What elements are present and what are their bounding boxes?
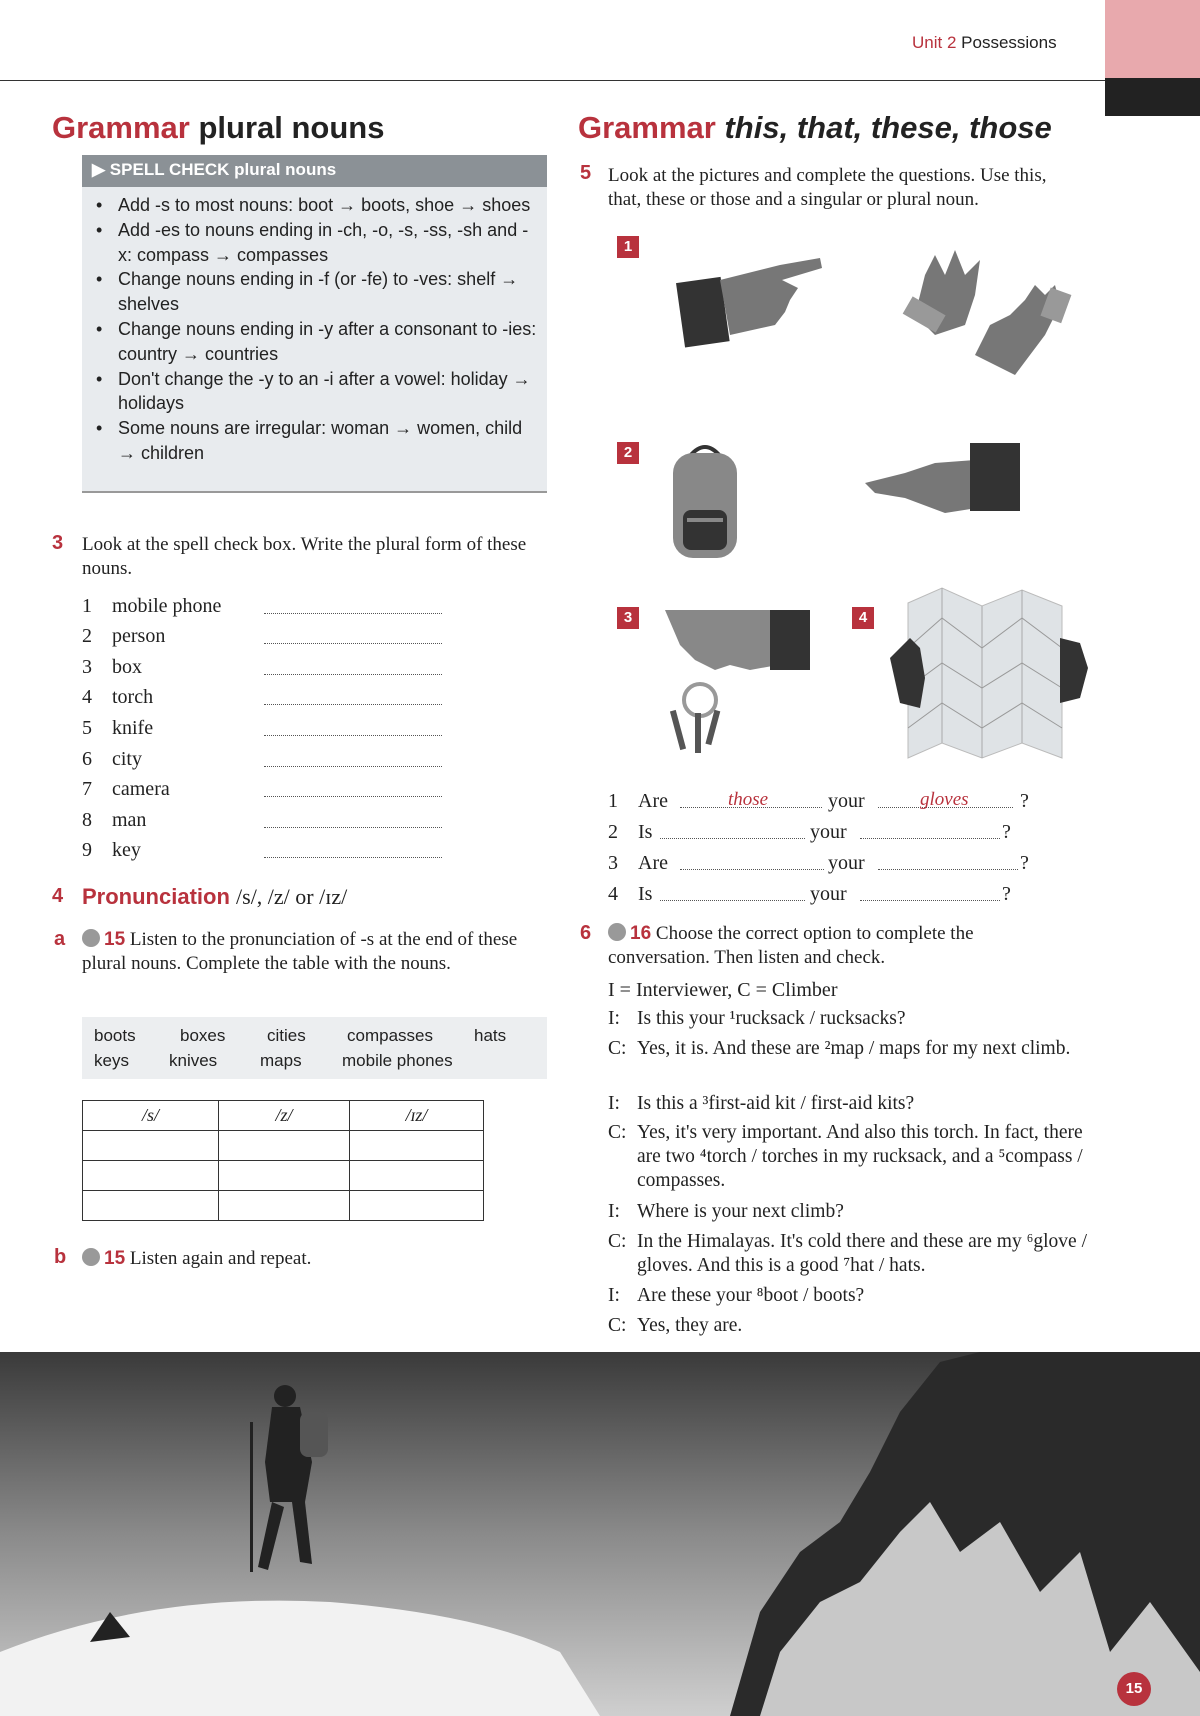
item-word: key <box>112 839 141 861</box>
speaker: C: <box>608 1315 627 1336</box>
page-number: 15 <box>1117 1672 1151 1706</box>
audio-track-number: 15 <box>104 929 126 950</box>
answer-line[interactable] <box>264 796 442 797</box>
answer-line[interactable] <box>860 821 1000 839</box>
question-verb: Is <box>638 821 653 843</box>
answer-line[interactable] <box>264 857 442 858</box>
speaker: I: <box>608 1093 620 1114</box>
noun-item <box>82 595 442 623</box>
word-box-item: cities <box>267 1026 306 1045</box>
item-number: 1 <box>82 595 92 617</box>
table-cell[interactable] <box>219 1161 350 1191</box>
noun-item <box>82 686 442 714</box>
line-text[interactable]: Are these your ⁸boot / boots? <box>637 1285 865 1306</box>
answer-line[interactable] <box>660 883 805 901</box>
answer-line[interactable] <box>660 821 805 839</box>
spell-rule: • Change nouns ending in -f (or -fe) to -ves: shelf → shelves <box>92 267 537 317</box>
word-box <box>82 1017 547 1079</box>
speaker: I: <box>608 1201 620 1222</box>
exercise-6-instruction <box>608 922 1078 970</box>
audio-icon[interactable] <box>82 1248 100 1266</box>
table-cell[interactable] <box>83 1131 219 1161</box>
item-number: 8 <box>82 809 92 831</box>
line-text[interactable]: Yes, it is. And these are ²map / maps for my next climb. <box>637 1038 1071 1059</box>
question-number: 3 <box>608 852 618 874</box>
picture-label: 2 <box>617 442 639 464</box>
item-word: person <box>112 625 166 647</box>
rucksack-icon <box>665 438 745 563</box>
exercise-4-title <box>82 884 347 910</box>
exercise-4b-label: b <box>54 1246 67 1268</box>
item-word: mobile phone <box>112 595 222 617</box>
answer-line[interactable] <box>264 827 442 828</box>
question-your: your <box>810 883 847 905</box>
answer-line[interactable] <box>860 883 1000 901</box>
word-box-item: mobile phones <box>342 1051 453 1070</box>
spell-check-heading: ▶ SPELL CHECK plural nouns <box>82 155 547 187</box>
right-title-lead: Grammar <box>578 110 716 145</box>
answer-line[interactable] <box>264 766 442 767</box>
table-cell[interactable] <box>350 1131 484 1161</box>
item-number: 7 <box>82 778 92 800</box>
audio-track-number: 16 <box>630 923 652 944</box>
line-text[interactable]: In the Himalayas. It's cold there and these are my ⁶glove / gloves. And this is a good ⁷hat / hats. <box>637 1231 1087 1276</box>
noun-item <box>82 625 442 653</box>
pronunciation-sounds: /s/, /z/ or /ɪz/ <box>236 884 348 909</box>
word-box-item: boxes <box>180 1026 226 1045</box>
answer-line[interactable] <box>264 613 442 614</box>
question-number: 4 <box>608 883 618 905</box>
item-word: box <box>112 656 142 678</box>
speaker: C: <box>608 1122 627 1143</box>
exercise-3-instruction: Look at the spell check box. Write the plural form of these nouns. <box>82 534 527 579</box>
line-text[interactable]: Yes, they are. <box>637 1315 743 1336</box>
spell-check-rules <box>82 187 547 466</box>
exercise-5-number: 5 <box>580 162 592 184</box>
audio-track-number: 15 <box>104 1248 126 1269</box>
header-dark-tab <box>1105 78 1200 116</box>
word-box-item: boots <box>94 1026 136 1045</box>
item-word: camera <box>112 778 170 800</box>
speaker: I: <box>608 1008 620 1029</box>
question-verb: Is <box>638 883 653 905</box>
table-header: /s/ <box>83 1101 219 1131</box>
left-section-title <box>52 110 384 146</box>
picture-label: 1 <box>617 236 639 258</box>
table-cell[interactable] <box>83 1191 219 1221</box>
noun-item <box>82 717 442 745</box>
noun-item <box>82 809 442 837</box>
speaker: C: <box>608 1038 627 1059</box>
line-text[interactable]: Yes, it's very important. And also this torch. In fact, there are two ⁴torch / torches in my rucksack, and a ⁵compass / compasses. <box>637 1122 1083 1191</box>
line-text[interactable]: Is this your ¹rucksack / rucksacks? <box>637 1008 906 1029</box>
question-verb: Are <box>638 852 668 874</box>
word-box-item: knives <box>169 1051 218 1070</box>
question-your: your <box>828 852 865 874</box>
exercise-4b-instruction <box>82 1247 482 1271</box>
table-cell[interactable] <box>83 1161 219 1191</box>
right-section-title <box>578 110 1052 146</box>
unit-topic: Possessions <box>961 33 1057 52</box>
spell-rule: • Some nouns are irregular: woman → women, child → children <box>92 416 537 466</box>
line-text[interactable]: Is this a ³first-aid kit / first-aid kits? <box>637 1093 915 1114</box>
noun-item <box>82 748 442 776</box>
unit-label <box>912 33 1057 53</box>
item-number: 4 <box>82 686 92 708</box>
item-number: 6 <box>82 748 92 770</box>
map-icon <box>890 578 1090 763</box>
answer-line[interactable] <box>264 704 442 705</box>
gloves-icon <box>895 245 1075 395</box>
picture-label: 3 <box>617 607 639 629</box>
table-cell[interactable] <box>219 1191 350 1221</box>
exercise-4a-label: a <box>54 928 66 950</box>
left-title-lead: Grammar <box>52 110 190 145</box>
question-number: 2 <box>608 821 618 843</box>
question-row <box>608 852 1048 880</box>
spell-rule: • Don't change the -y to an -i after a vowel: holiday → holidays <box>92 367 537 417</box>
question-row <box>608 790 1048 818</box>
question-row <box>608 883 1048 911</box>
noun-item <box>82 778 442 806</box>
speaker: C: <box>608 1231 627 1252</box>
table-cell[interactable] <box>219 1131 350 1161</box>
handwritten-answer: gloves <box>920 789 969 810</box>
item-word: knife <box>112 717 154 739</box>
question-mark: ? <box>1002 821 1011 843</box>
exercise-6-text: Choose the correct option to complete the conversation. Then listen and check. <box>608 923 974 968</box>
handwritten-answer: those <box>728 789 769 810</box>
exercise-6-number: 6 <box>580 922 592 944</box>
word-box-item: maps <box>260 1051 302 1070</box>
question-row <box>608 821 1048 849</box>
exercise-4a-text: Listen to the pronunciation of -s at the end of these plural nouns. Complete the table with the nouns. <box>82 929 518 974</box>
pointing-hand-icon <box>865 438 1025 528</box>
table-header: /z/ <box>219 1101 350 1131</box>
item-word: man <box>112 809 147 831</box>
question-mark: ? <box>1020 790 1029 812</box>
table-header: /ɪz/ <box>350 1101 484 1131</box>
exercise-3-number: 3 <box>52 532 64 554</box>
pronunciation-table <box>82 1100 484 1221</box>
pronunciation-title: Pronunciation <box>82 884 230 909</box>
table-cell[interactable] <box>350 1191 484 1221</box>
spell-rule: • Add -s to most nouns: boot → boots, shoe → shoes <box>92 193 537 218</box>
spell-rule: • Change nouns ending in -y after a consonant to -ies: country → countries <box>92 317 537 367</box>
question-your: your <box>810 821 847 843</box>
exercise-4b-text: Listen again and repeat. <box>129 1248 312 1269</box>
question-mark: ? <box>1020 852 1029 874</box>
right-title-rest: this, that, these, those <box>724 110 1052 145</box>
speaker: I: <box>608 1285 620 1306</box>
audio-icon[interactable] <box>608 923 626 941</box>
item-word: torch <box>112 686 154 708</box>
speaker-key: I = Interviewer, C = Climber <box>608 979 838 1001</box>
picture-label: 4 <box>852 607 874 629</box>
word-box-item: keys <box>94 1051 129 1070</box>
word-box-item: hats <box>474 1026 507 1045</box>
noun-item <box>82 656 442 684</box>
header-rule <box>0 80 1105 81</box>
noun-item <box>82 839 442 867</box>
spell-check-box <box>82 155 547 493</box>
audio-icon[interactable] <box>82 929 100 947</box>
answer-line[interactable] <box>264 735 442 736</box>
question-your: your <box>828 790 865 812</box>
item-number: 3 <box>82 656 92 678</box>
spell-rule: • Add -es to nouns ending in -ch, -o, -s, -ss, -sh and -x: compass → compasses <box>92 218 537 268</box>
item-word: city <box>112 748 142 770</box>
mountain-climber-photo <box>0 1352 1200 1716</box>
exercise-4-number: 4 <box>52 885 64 907</box>
answer-line[interactable] <box>878 852 1018 870</box>
header-color-tab <box>1105 0 1200 78</box>
exercise-5-instruction: Look at the pictures and complete the questions. Use this, that, these or those and a singular or plural noun. <box>608 165 1047 210</box>
item-number: 5 <box>82 717 92 739</box>
answer-line[interactable] <box>264 674 442 675</box>
word-box-item: compasses <box>347 1026 433 1045</box>
question-verb: Are <box>638 790 668 812</box>
question-mark: ? <box>1002 883 1011 905</box>
keys-icon <box>660 605 825 765</box>
unit-number: Unit 2 <box>912 33 957 52</box>
exercise-4a-instruction <box>82 928 542 976</box>
question-number: 1 <box>608 790 618 812</box>
pointing-hand-icon <box>670 240 830 360</box>
item-number: 9 <box>82 839 92 861</box>
answer-line[interactable] <box>264 643 442 644</box>
line-text[interactable]: Where is your next climb? <box>637 1201 844 1222</box>
item-number: 2 <box>82 625 92 647</box>
left-title-rest: plural nouns <box>198 110 385 145</box>
table-cell[interactable] <box>350 1161 484 1191</box>
answer-line[interactable] <box>680 852 824 870</box>
